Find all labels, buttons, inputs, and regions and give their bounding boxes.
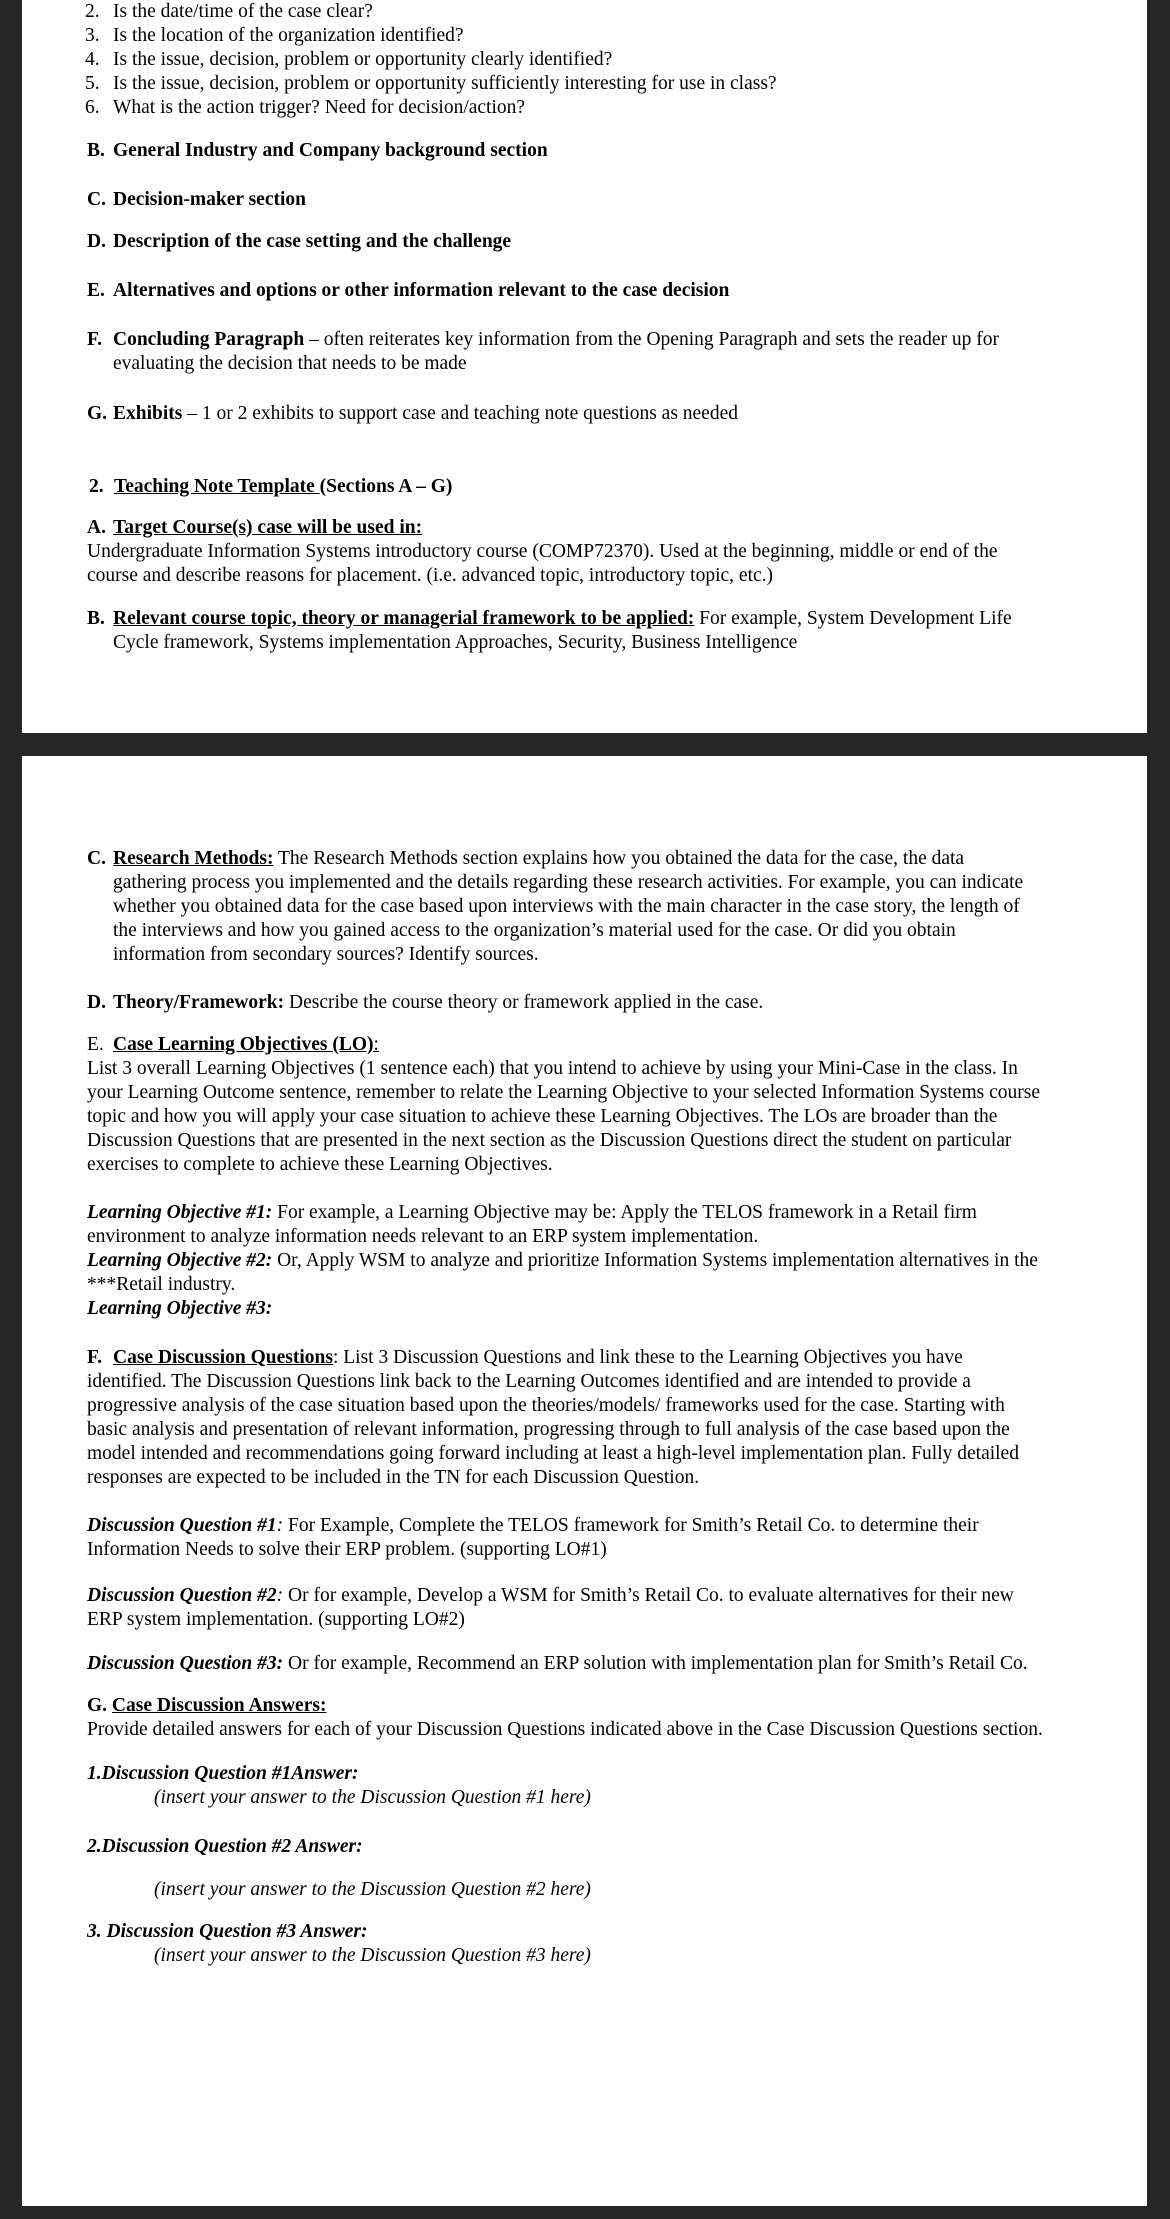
- discussion-questions-text: identified. The Discussion Questions link back to the Learning Outcomes identified and are intended to provide a: [87, 1371, 971, 1392]
- theory-framework-heading: D. Theory/Framework: Describe the course theory or framework applied in the case.: [87, 992, 764, 1013]
- discussion-question-1: Discussion Question #1: For Example, Complete the TELOS framework for Smith’s Retail Co. to determine their: [87, 1515, 979, 1536]
- learning-objectives-text: topic and how you will apply your case situation to achieve these Learning Objectives. The LOs are broader than the: [87, 1106, 998, 1127]
- answer-2-placeholder: (insert your answer to the Discussion Question #2 here): [154, 1879, 591, 1900]
- learning-objectives-heading: E. Case Learning Objectives (LO):: [87, 1034, 379, 1055]
- discussion-questions-heading: F. Case Discussion Questions: List 3 Discussion Questions and link these to the Learning Objectives you have: [87, 1347, 963, 1368]
- learning-objectives-text: Discussion Questions that are presented in the next section as the Discussion Questions direct the student on particular: [87, 1130, 1012, 1151]
- answer-3-label: 3. Discussion Question #3 Answer:: [87, 1921, 368, 1942]
- research-methods-text: whether you obtained data for the case based upon interviews with the main character in the case story, the length of: [113, 896, 1020, 917]
- research-methods-text: information from secondary sources? Identify sources.: [113, 944, 539, 965]
- section-f-text: evaluating the decision that needs to be made: [113, 353, 467, 374]
- learning-objective-3: Learning Objective #3:: [87, 1298, 273, 1319]
- learning-objective-2: Learning Objective #2: Or, Apply WSM to analyze and prioritize Information Systems implementation alternatives in the: [87, 1250, 1038, 1271]
- research-methods-heading: C. Research Methods: The Research Methods section explains how you obtained the data for the case, the data: [87, 848, 965, 869]
- section-f-heading: F. Concluding Paragraph – often reiterates key information from the Opening Paragraph and sets the reader up for: [87, 329, 999, 350]
- discussion-question-3: Discussion Question #3: Or for example, Recommend an ERP solution with implementation plan for Smith’s Retail Co.: [87, 1653, 1028, 1674]
- tn-b-heading: B. Relevant course topic, theory or managerial framework to be applied: For example, System Development Life: [87, 608, 1012, 629]
- discussion-questions-text: responses are expected to be included in the TN for each Discussion Question.: [87, 1467, 700, 1488]
- tn-b-text: Cycle framework, Systems implementation Approaches, Security, Business Intelligence: [113, 632, 798, 653]
- discussion-question-2-text: ERP system implementation. (supporting LO#2): [87, 1609, 465, 1630]
- tn-a-heading: A. Target Course(s) case will be used in:: [87, 517, 423, 538]
- section-e-heading: E. Alternatives and options or other information relevant to the case decision: [87, 280, 730, 301]
- discussion-questions-text: basic analysis and presentation of relevant information, progressing through to full analysis of the case based upon the: [87, 1419, 1010, 1440]
- discussion-question-1-text: Information Needs to solve their ERP problem. (supporting LO#1): [87, 1539, 607, 1560]
- question-item: 3. Is the location of the organization identified?: [85, 25, 464, 46]
- section-c-heading: C. Decision-maker section: [87, 189, 306, 210]
- discussion-questions-text: model intended and recommendations going forward including at least a high-level implementation plan. Fully detailed: [87, 1443, 1019, 1464]
- learning-objective-1: Learning Objective #1: For example, a Learning Objective may be: Apply the TELOS framework in a Retail firm: [87, 1202, 977, 1223]
- discussion-answers-intro: Provide detailed answers for each of your Discussion Questions indicated above in the Case Discussion Questions section.: [87, 1719, 1043, 1740]
- teaching-note-heading: 2. Teaching Note Template (Sections A – G): [89, 476, 453, 497]
- answer-1-label: 1.Discussion Question #1Answer:: [87, 1763, 359, 1784]
- document-page-2: [22, 756, 1147, 2206]
- section-d-heading: D. Description of the case setting and the challenge: [87, 231, 512, 252]
- learning-objectives-text: List 3 overall Learning Objectives (1 sentence each) that you intend to achieve by using your Mini-Case in the class. In: [87, 1058, 1018, 1079]
- research-methods-text: gathering process you implemented and the details regarding these research activities. For example, you can indicate: [113, 872, 1024, 893]
- question-item: 6. What is the action trigger? Need for decision/action?: [85, 97, 526, 118]
- learning-objective-1-text: environment to analyze information needs relevant to an ERP system implementation.: [87, 1226, 759, 1247]
- question-item: 5. Is the issue, decision, problem or opportunity sufficiently interesting for use in class?: [85, 73, 777, 94]
- section-g-heading: G. Exhibits – 1 or 2 exhibits to support case and teaching note questions as needed: [87, 403, 738, 424]
- question-item: 4. Is the issue, decision, problem or opportunity clearly identified?: [85, 49, 613, 70]
- learning-objective-2-text: ***Retail industry.: [87, 1274, 236, 1295]
- answer-1-placeholder: (insert your answer to the Discussion Question #1 here): [154, 1787, 591, 1808]
- tn-a-text: Undergraduate Information Systems introductory course (COMP72370). Used at the beginning, middle or end of the: [87, 541, 998, 562]
- discussion-question-2: Discussion Question #2: Or for example, Develop a WSM for Smith’s Retail Co. to evaluate alternatives for their new: [87, 1585, 1014, 1606]
- answer-2-label: 2.Discussion Question #2 Answer:: [87, 1836, 363, 1857]
- discussion-questions-text: progressive analysis of the case situation based upon the theories/models/ frameworks used for the case. Starting with: [87, 1395, 1005, 1416]
- answer-3-placeholder: (insert your answer to the Discussion Question #3 here): [154, 1945, 591, 1966]
- discussion-answers-heading: G. Case Discussion Answers:: [87, 1695, 327, 1716]
- learning-objectives-text: exercises to complete to achieve these Learning Objectives.: [87, 1154, 553, 1175]
- section-b-heading: B. General Industry and Company background section: [87, 140, 548, 161]
- document-page-1: [22, 0, 1147, 733]
- research-methods-text: the interviews and how you gained access to the organization’s material used for the case. Or did you obtain: [113, 920, 956, 941]
- question-item: 2. Is the date/time of the case clear?: [85, 1, 373, 22]
- tn-a-text: course and describe reasons for placement. (i.e. advanced topic, introductory topic, etc.): [87, 565, 774, 586]
- learning-objectives-text: your Learning Outcome sentence, remember to relate the Learning Objective to your selected Information Systems course: [87, 1082, 1040, 1103]
